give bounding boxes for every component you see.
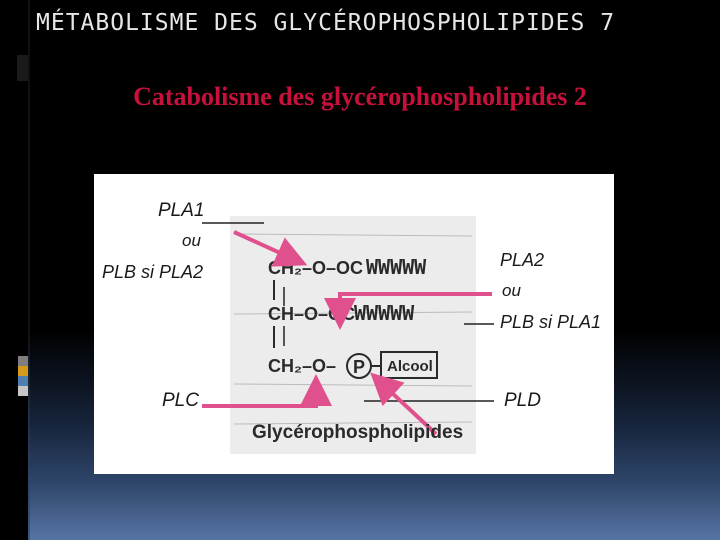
phospholipase-diagram — [94, 174, 614, 474]
label-plb-si-pla2: PLB si PLA2 — [102, 262, 204, 282]
label-plc: PLC — [162, 390, 199, 411]
slide-subtitle: Catabolisme des glycérophospholipides 2 — [133, 82, 587, 111]
accent-strip-light — [18, 386, 28, 396]
accent-strip-gray — [18, 356, 28, 366]
accent-strip-orange — [18, 366, 28, 376]
label-pla1: PLA1 — [158, 200, 205, 221]
figure-panel — [94, 174, 614, 474]
label-pld: PLD — [504, 390, 541, 411]
left-divider — [28, 0, 30, 540]
chem-row-3: CH₂–O– — [268, 356, 337, 376]
fatty-chain-2: WWWWW — [354, 301, 415, 325]
chem-row-2: CH–O–OC — [268, 304, 356, 324]
accent-bar — [17, 55, 28, 81]
fatty-chain-1: WWWWW — [366, 255, 427, 279]
scan-texture — [230, 216, 476, 454]
label-plb-si-pla1: PLB si PLA1 — [500, 312, 602, 332]
slide-title: MÉTABOLISME DES GLYCÉROPHOSPHOLIPIDES 7 — [36, 10, 616, 36]
figure-caption: Glycérophospholipides — [252, 422, 464, 443]
accent-strip-blue — [18, 376, 28, 386]
label-ou-right: ou — [502, 281, 521, 300]
alcohol-label: Alcool — [387, 358, 433, 375]
chem-row-1: CH₂–O–OC — [268, 258, 364, 278]
left-band — [0, 0, 28, 540]
label-ou-left: ou — [182, 231, 201, 250]
phosphate-symbol: P — [353, 357, 366, 377]
label-pla2: PLA2 — [500, 250, 545, 270]
